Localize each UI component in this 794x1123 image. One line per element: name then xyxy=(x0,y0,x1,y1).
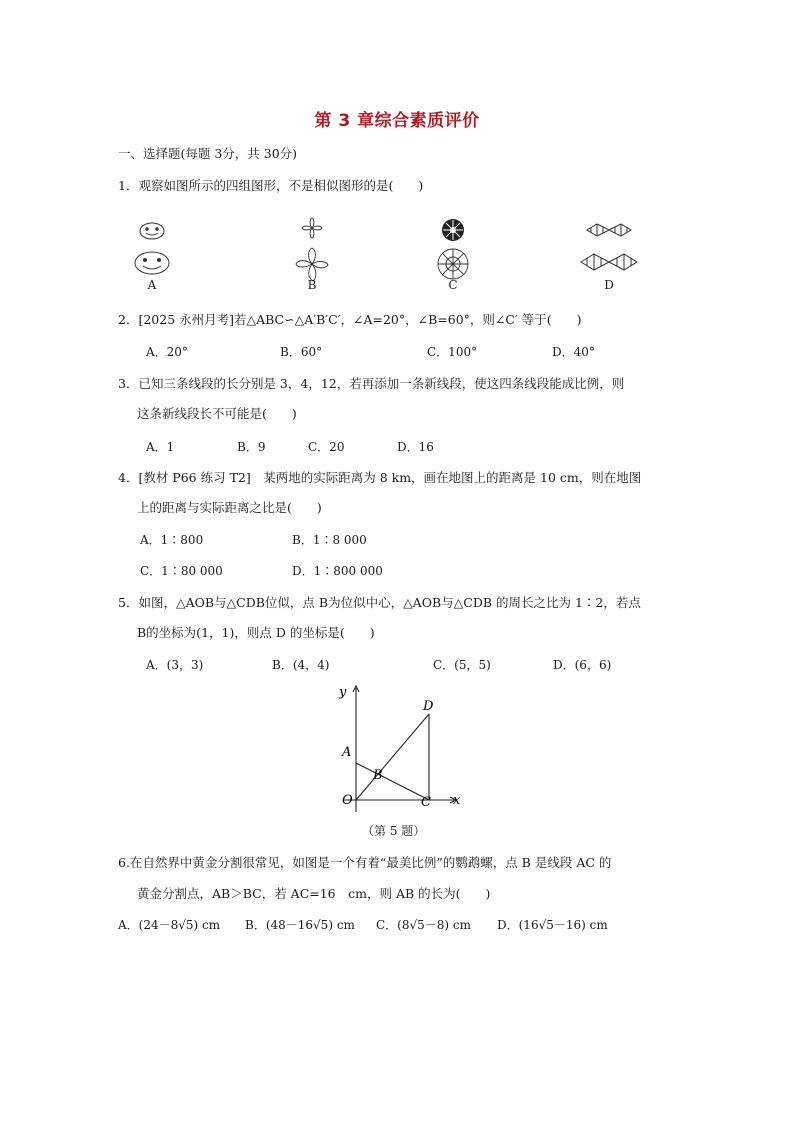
small-smiley-icon xyxy=(140,223,164,239)
question-5-stem-line2: B的坐标为(1，1)，则点 D 的坐标是( ) xyxy=(137,625,375,640)
question-6-option-d: D．(16√5－16) cm xyxy=(497,918,608,932)
outline-wheel-icon xyxy=(438,249,468,279)
question-1-stem: 1．观察如图所示的四组图形，不是相似图形的是( ) xyxy=(118,178,424,193)
segment-ac xyxy=(356,763,429,800)
question-4-option-c: C．1∶80 000 xyxy=(140,564,223,578)
point-label-b: B xyxy=(373,768,383,783)
segment-od xyxy=(356,714,429,800)
x-axis-label: x xyxy=(453,793,461,808)
point-label-d: D xyxy=(423,699,434,714)
question-3-stem-line1: 3．已知三条线段的长分别是 3，4，12，若再添加一条新线段，使这四条线段能成比例，则 xyxy=(118,376,625,391)
question-3-option-a: A．1 xyxy=(146,440,175,454)
point-label-a: A xyxy=(342,745,352,760)
question-2-option-a: A．20° xyxy=(146,345,188,359)
question-4-stem-line1: 4．[教材 P66 练习 T2] 某两地的实际距离为 8 km，画在地图上的距离是 10 cm，则在地图 xyxy=(118,470,642,485)
question-2-option-b: B．60° xyxy=(280,345,323,359)
question-5-option-d: D．(6，6) xyxy=(553,658,612,672)
page-title: 第 3 章综合素质评价 xyxy=(314,111,480,131)
question-5-option-a: A．(3，3) xyxy=(146,658,204,672)
figure-caption: （第 5 题） xyxy=(362,824,426,838)
question-4-option-a: A．1∶800 xyxy=(140,533,204,547)
large-smiley-icon xyxy=(135,252,169,274)
question-4-option-b: B．1∶8 000 xyxy=(292,533,367,547)
y-axis-label: y xyxy=(339,685,347,700)
question-3-option-d: D．16 xyxy=(397,440,434,454)
question-4-stem-line2: 上的距离与实际距离之比是( ) xyxy=(137,500,322,515)
point-label-o: O xyxy=(342,793,353,808)
figure-label-c: C xyxy=(448,278,458,292)
question-3-stem-line2: 这条新线段长不可能是( ) xyxy=(137,406,297,421)
figure-label-a: A xyxy=(147,278,157,292)
question-5-stem-line1: 5．如图，△AOB与△CDB位似，点 B为位似中心，△AOB与△CDB 的周长之比为 1∶2，若点 xyxy=(118,595,641,610)
question-6-option-c: C．(8√5－8) cm xyxy=(376,918,472,932)
coordinate-figure xyxy=(326,680,476,820)
filled-wheel-icon xyxy=(442,219,464,241)
large-knot-icon xyxy=(581,254,637,270)
question-6-stem-line1: 6.在自然界中黄金分割很常见，如图是一个有着“最美比例”的鹦鹉螺，点 B 是线段 AC 的 xyxy=(118,855,612,870)
figure-label-d: D xyxy=(604,278,614,292)
question-5-option-c: C．(5，5) xyxy=(433,658,491,672)
question-6-option-a: A．(24－8√5) cm xyxy=(118,918,221,932)
large-flower-icon xyxy=(296,248,328,281)
question-2-stem: 2．[2025 永州月考]若△ABC∽△A′B′C′，∠A=20°，∠B=60°，则∠C′ 等于( ) xyxy=(118,312,582,327)
question-4-option-d: D．1∶800 000 xyxy=(292,564,383,578)
question-2-option-c: C．100° xyxy=(427,345,478,359)
question-3-option-c: C．20 xyxy=(308,440,345,454)
question-6-option-b: B．(48－16√5) cm xyxy=(245,918,355,932)
small-knot-icon xyxy=(587,224,631,236)
figure-label-b: B xyxy=(307,278,317,292)
small-flower-icon xyxy=(302,218,322,238)
point-label-c: C xyxy=(421,795,431,810)
question-3-option-b: B．9 xyxy=(237,440,266,454)
question-6-stem-line2: 黄金分割点，AB＞BC，若 AC=16 cm，则 AB 的长为( ) xyxy=(137,886,491,901)
section-heading: 一、选择题(每题 3分，共 30分) xyxy=(118,146,298,161)
question-5-option-b: B．(4，4) xyxy=(272,658,330,672)
question-2-option-d: D．40° xyxy=(552,345,595,359)
